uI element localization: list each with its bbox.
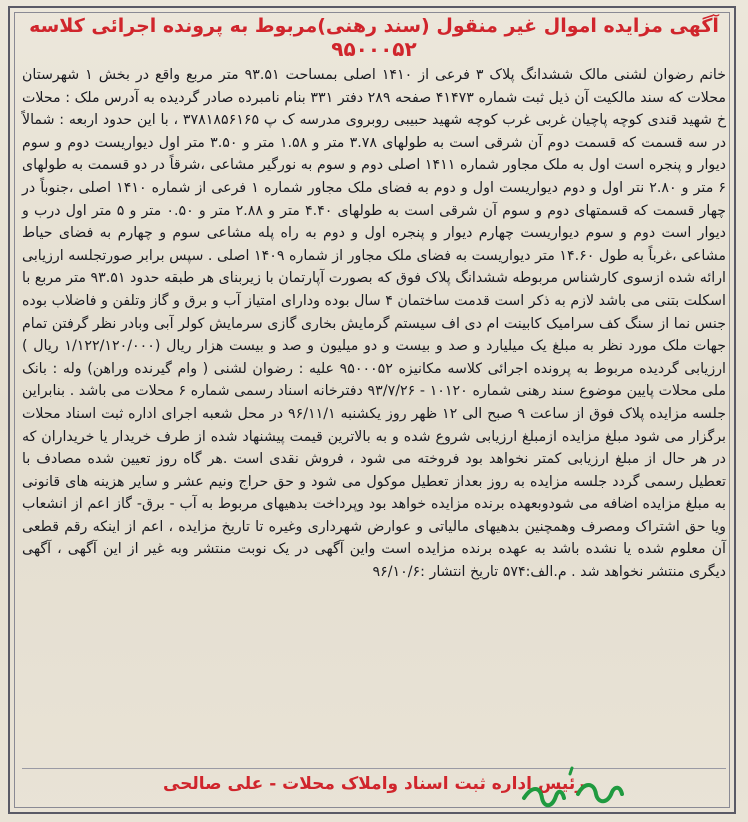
notice-body: خانم رضوان لشنی مالک ششدانگ پلاک ۳ فرعی از ۱۴۱۰ اصلی بمساحت ۹۳.۵۱ متر مربع واقع در بخش ۱ شهرستان محلات که سند مالکیت آن ذیل ثبت شماره ۴۱۴۷۳ صفحه ۲۸۹ دفتر ۳۳۱ بنام نامبرده صادر گردیده به آدرس ملک : محلات خ شهید قندی کوچه پاچیان غربی غرب کوچه شهید حبیبی روبروی مدرسه ک پ ۳۷۸۱۸۵۶۱۶۵ ، با این حدود اربعه : شمالاً در سه قسمت که قسمت دوم آن شرقی است به طولهای ۳.۷۸ متر و ۱.۵۸ متر و ۳.۵۰ متر اول دیواریست دوم و سوم دیوار و پنجره است اول به ملک مجاور شماره ۱۴۱۱ اصلی دوم و سوم به نورگیر مشاعی ،شرقاً در دو قسمت به طولهای ۶ متر و ۲.۸۰ نتر اول و دوم دیواریست اول و دوم به فضای ملک مجاور شماره ۱ فرعی از شماره ۱۴۱۰ اصلی ،جنوباً در چهار قسمت که قسمتهای دوم و سوم آن شرقی است به طولهای ۴.۴۰ متر و ۲.۸۸ متر و ۰.۵۰ متر و ۵ متر اول درب و دیوار است دوم و سوم دیواریست چهارم دیوار و پنجره اول و دوم به راه پله مشاعی سوم و چهارم به فضای حیاط مشاعی ،غرباً به طول ۱۴.۶۰ متر دیواریست به فضای ملک مجاور از شماره ۱۴۰۹ اصلی . سپس برابر صورتجلسه ارزیابی ارائه شده ازسوی کارشناس مربوطه ششدانگ پلاک فوق که بصورت آپارتمان با زیربنای هر طبقه حدود ۹۳.۵۱ متر مربع با اسکلت بتنی می باشد لازم به ذکر است قدمت ساختمان ۴ سال بوده ودارای امتیاز آب و برق و گاز وتلفن و فاضلاب بوده جنس نما از سنگ کف سرامیک کابینت ام دی اف سیستم گرمایش بخاری گازی سرمایش کولر آبی وبادر نظر گرفتن تمام جهات ملک مورد نظر به مبلغ یک میلیارد و صد و بیست و دو میلیون و صد و بیست هزار ریال (۱/۱۲۲/۱۲۰/۰۰۰ ریال ) ارزیابی گردیده مربوط به پرونده اجرائی کلاسه مکانیزه ۹۵۰۰۰۵۲ علیه : رضوان لشنی ( وام گیرنده وراهن) وله : بانک ملی محلات پایین موضوع سند رهنی شماره ۱۰۱۲۰ - ۹۳/۷/۲۶ دفترخانه اسناد رسمی شماره ۶ محلات می باشد . بنابراین جلسه مزایده پلاک فوق از ساعت ۹ صبح الی ۱۲ ظهر روز یکشنبه ۹۶/۱۱/۱ در محل شعبه اجرای اداره ثبت اسناد محلات برگزار می شود مبلغ مزایده ازمبلغ ارزیابی شروع شده و به بالاترین قیمت پیشنهاد شده از طرف خریدار یا خریداران که در هر حال از مبلغ ارزیابی کمتر نخواهد بود فروخته می شود ، فروش نقدی است .هر گاه روز تعیین شده مصادف با تعطیل رسمی گردد جلسه مزایده به روز بعداز تعطیل موکول می شود و حق حراج ونیم عشر و سایر هزینه های قانونی به مبلغ مزایده اضافه می شودوبعهده برنده مزایده خواهد بود وپرداخت بدهیهای مربوط به آب - برق- گاز اعم از انشعاب ویا حق اشتراک ومصرف وهمچنین بدهیهای مالیاتی و عوارض شهرداری وغیره تا تاریخ مزایده ، اعم از اینکه رقم قطعی آن معلوم شده یا نشده باشد به عهده برنده مزایده است واین آگهی در یک نوبت منتشر وبه غیر از این آگهی ، آگهی دیگری منتشر نخواهد شد . م.الف:۵۷۴ تاریخ انتشار :۹۶/۱۰/۶ bbox=[22, 67, 727, 581]
notice-title: آگهی مزایده اموال غیر منقول (سند رهنی)مربوط به پرونده اجرائی کلاسه bbox=[29, 15, 719, 37]
signature-line: رئیس اداره ثبت اسناد واملاک محلات - علی صالحی bbox=[162, 774, 586, 794]
case-number: ۹۵۰۰۰۵۲ bbox=[331, 37, 417, 61]
handwritten-mark bbox=[518, 764, 628, 820]
